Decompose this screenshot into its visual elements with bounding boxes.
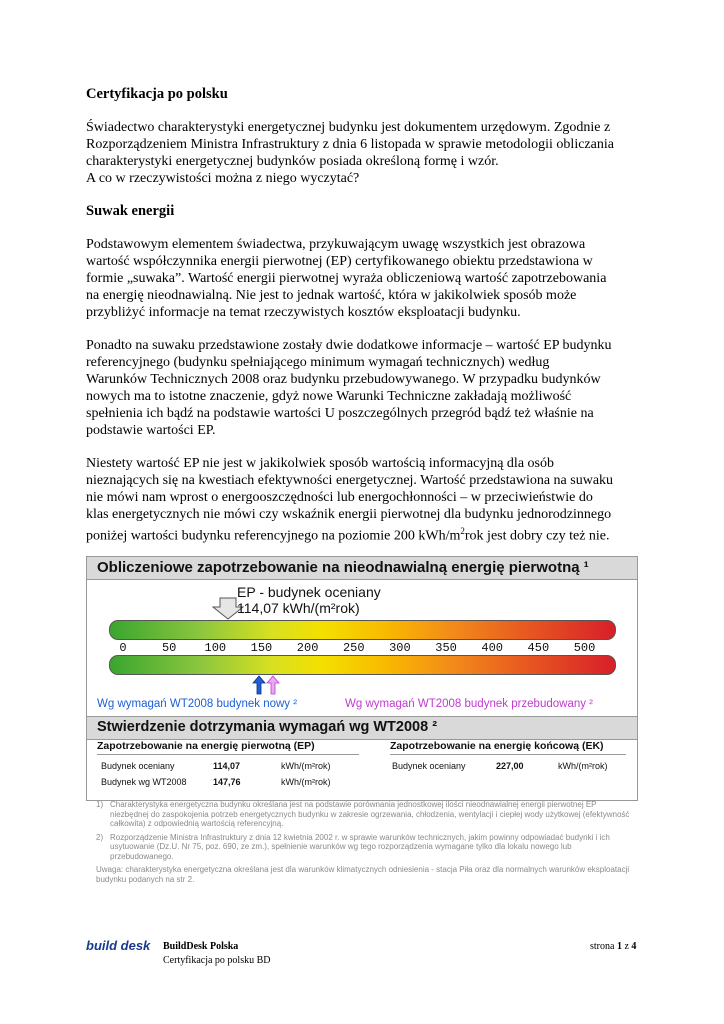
scale-tick-label: 500 [573,641,596,655]
footnote-text: Rozporządzenie Ministra Infrastruktury z dnia 12 kwietnia 2002 r. w sprawie warunków technicznych, jakim powinny odpowiadać budynki i ich usytuowanie (Dz.U. Nr 75, poz. 690, ze zm.), spełnienie warunków wg tego rozporządzenia wymagane tylko dla lokalu nowego lub przebudowanego. [110,832,610,861]
text-line: charakterystyki energetycznej budynków posiada określoną formę i wzór. [86,154,499,169]
scale-tick-label: 150 [250,641,273,655]
footnote-remark [96,865,636,884]
footnote-number: 1) [96,800,104,809]
text-line: klas energetycznych nie mówi czy wskaźnik energii pierwotnej dla budynku jednorodzinnego [86,507,612,522]
footnotes [96,800,636,888]
text-line: Rozporządzeniem Ministra Infrastruktury z dnia 6 listopada w sprawie metodologii obliczania [86,137,614,152]
footnote-number: 2) [96,832,104,842]
paragraph-slider [86,236,646,321]
ep-column-header: Zapotrzebowanie na energię pierwotną (EP) [97,740,315,752]
footer-document-title: Certyfikacja po polsku BD [163,955,271,966]
row-unit-evaluated: kWh/(m²rok) [281,761,331,771]
text-line: podstawie wartości EP. [86,423,216,438]
heading-certification: Certyfikacja po polsku [86,86,228,102]
page-prefix: strona [590,941,617,952]
wt2008-new-arrow-icon [252,675,266,695]
legend-new-building: Wg wymagań WT2008 budynek nowy ² [97,698,298,710]
scale-tick-label: 350 [435,641,457,655]
row-label-reference: Budynek wg WT2008 [101,777,187,787]
divider [390,754,626,755]
footnote [96,800,636,829]
footer-company: BuildDesk Polska [163,941,239,952]
text-line: nieznających się na kwestiach efektywności energetycznej. Wartość przedstawiona na suwaku [86,473,614,488]
certificate-title: Obliczeniowe zapotrzebowanie na nieodnawialną energię pierwotną ¹ [97,559,589,576]
ek-row-value: 227,00 [496,761,524,771]
text-line: Warunków Technicznych 2008 oraz budynku przebudowywanego. W przypadku budynków [86,372,601,387]
scale-tick-label: 50 [161,641,177,655]
row-unit-reference: kWh/(m²rok) [281,777,331,787]
text-segment: rok jest dobry czy też nie. [464,528,610,544]
text-line: referencyjnego (budynku spełniającego minimum wymagań technicznych) według [86,355,550,370]
scale-tick-label: 100 [204,641,227,655]
footnote [96,833,636,862]
page-current: 1 [616,941,622,952]
text-line: wartość współczynnika energii pierwotnej (EP) certyfikowanego obiektu przedstawiona w [86,254,593,269]
scale-tick-label: 400 [481,641,503,655]
paragraph-intro [86,119,646,187]
certificate-title-bar [87,557,637,580]
text-line: nie mówi nam wprost o energooszczędności lub energochłonności – w przeciwieństwie do [86,490,593,505]
text-line: A co w rzeczywistości można z niego wyczytać? [86,171,360,186]
legend-rebuilt-building: Wg wymagań WT2008 budynek przebudowany ² [345,698,594,710]
ek-column-header: Zapotrzebowanie na energię końcową (EK) [390,740,604,752]
paragraph-reference [86,337,646,439]
ep-label: EP - budynek oceniany [237,584,381,600]
paragraph-ep-info [86,455,646,545]
footnote-text: Uwaga: charakterystyka energetyczna określana jest dla warunków klimatycznych odniesienia - stacja Piła oraz dla normalnych warunków eksploatacji budynku podanych na str 2. [96,865,630,884]
scale-tick-label: 300 [389,641,411,655]
text-line: na energię nieodnawialną. Nie jest to jednak wartość, która w jakikolwiek sposób może [86,288,577,303]
scale-tick-label: 450 [527,641,550,655]
ek-row-unit: kWh/(m²rok) [558,761,608,771]
energy-scale-ticks [109,641,629,655]
footer-page-number [590,941,636,952]
ep-value: 114,07 kWh/(m²rok) [237,600,360,616]
ek-row-label: Budynek oceniany [392,761,466,771]
row-value-reference: 147,76 [213,777,241,787]
text-segment: poniżej wartości budynku referencyjnego na poziomie 200 kWh/m [86,528,461,544]
footnote-text: Charakterystyka energetyczna budynku określana jest na podstawie porównania jednostkowej ilości nieodnawialnej energii pierwotnej EP niezbędnej do zaspokojenia potrzeb energetycznych budynku w zakresie ogrzewania, chłodzenia, wentylacji i ciepłej wody użytkowej (efektywność całkowita) z odpowiednią wartością referencyjną. [110,800,630,828]
divider [97,754,359,755]
superscript: 2 [460,526,465,536]
page-total: 4 [631,941,637,952]
row-label-evaluated: Budynek oceniany [101,761,175,771]
text-line: przybliżyć informacje na temat rzeczywistych kosztów eksploatacji budynku. [86,305,521,320]
text-line: Podstawowym elementem świadectwa, przykuwającym uwagę wszystkich jest obrazowa [86,237,586,252]
compliance-title: Stwierdzenie dotrzymania wymagań wg WT2008 ² [97,719,438,735]
compliance-title-bar [87,716,637,740]
text-line: Świadectwo charakterystyki energetycznej budynku jest dokumentem urzędowym. Zgodnie z [86,120,611,135]
row-value-evaluated: 114,07 [213,761,241,771]
heading-energy-slider: Suwak energii [86,203,175,219]
energy-scale-bar-bottom [109,655,616,675]
text-line: nowych ma to istotne znaczenie, gdyż nowe Warunki Techniczne zakładają możliwość [86,389,572,404]
text-line: Niestety wartość EP nie jest w jakikolwiek sposób wartością informacyjną dla osób [86,456,554,471]
text-line: Ponadto na suwaku przedstawione zostały dwie dodatkowe informacje – wartość EP budynku [86,338,612,353]
builddesk-logo: build desk [86,938,151,953]
text-line: spełnienia ich bądź na podstawie wartości U poszczególnych przegród bądź też właśnie na [86,406,594,421]
energy-scale-bar-top [109,620,616,640]
text-line: formie „suwaka”. Wartość energii pierwotnej wyraża obliczeniową wartość zapotrzebowania [86,271,607,286]
wt2008-rebuilt-arrow-icon [266,675,280,695]
text-line-last [86,523,646,545]
page-separator: z [621,941,632,952]
scale-tick-label: 250 [342,641,365,655]
scale-tick-label: 200 [296,641,319,655]
scale-tick-label: 0 [119,641,127,655]
energy-certificate [86,556,638,801]
